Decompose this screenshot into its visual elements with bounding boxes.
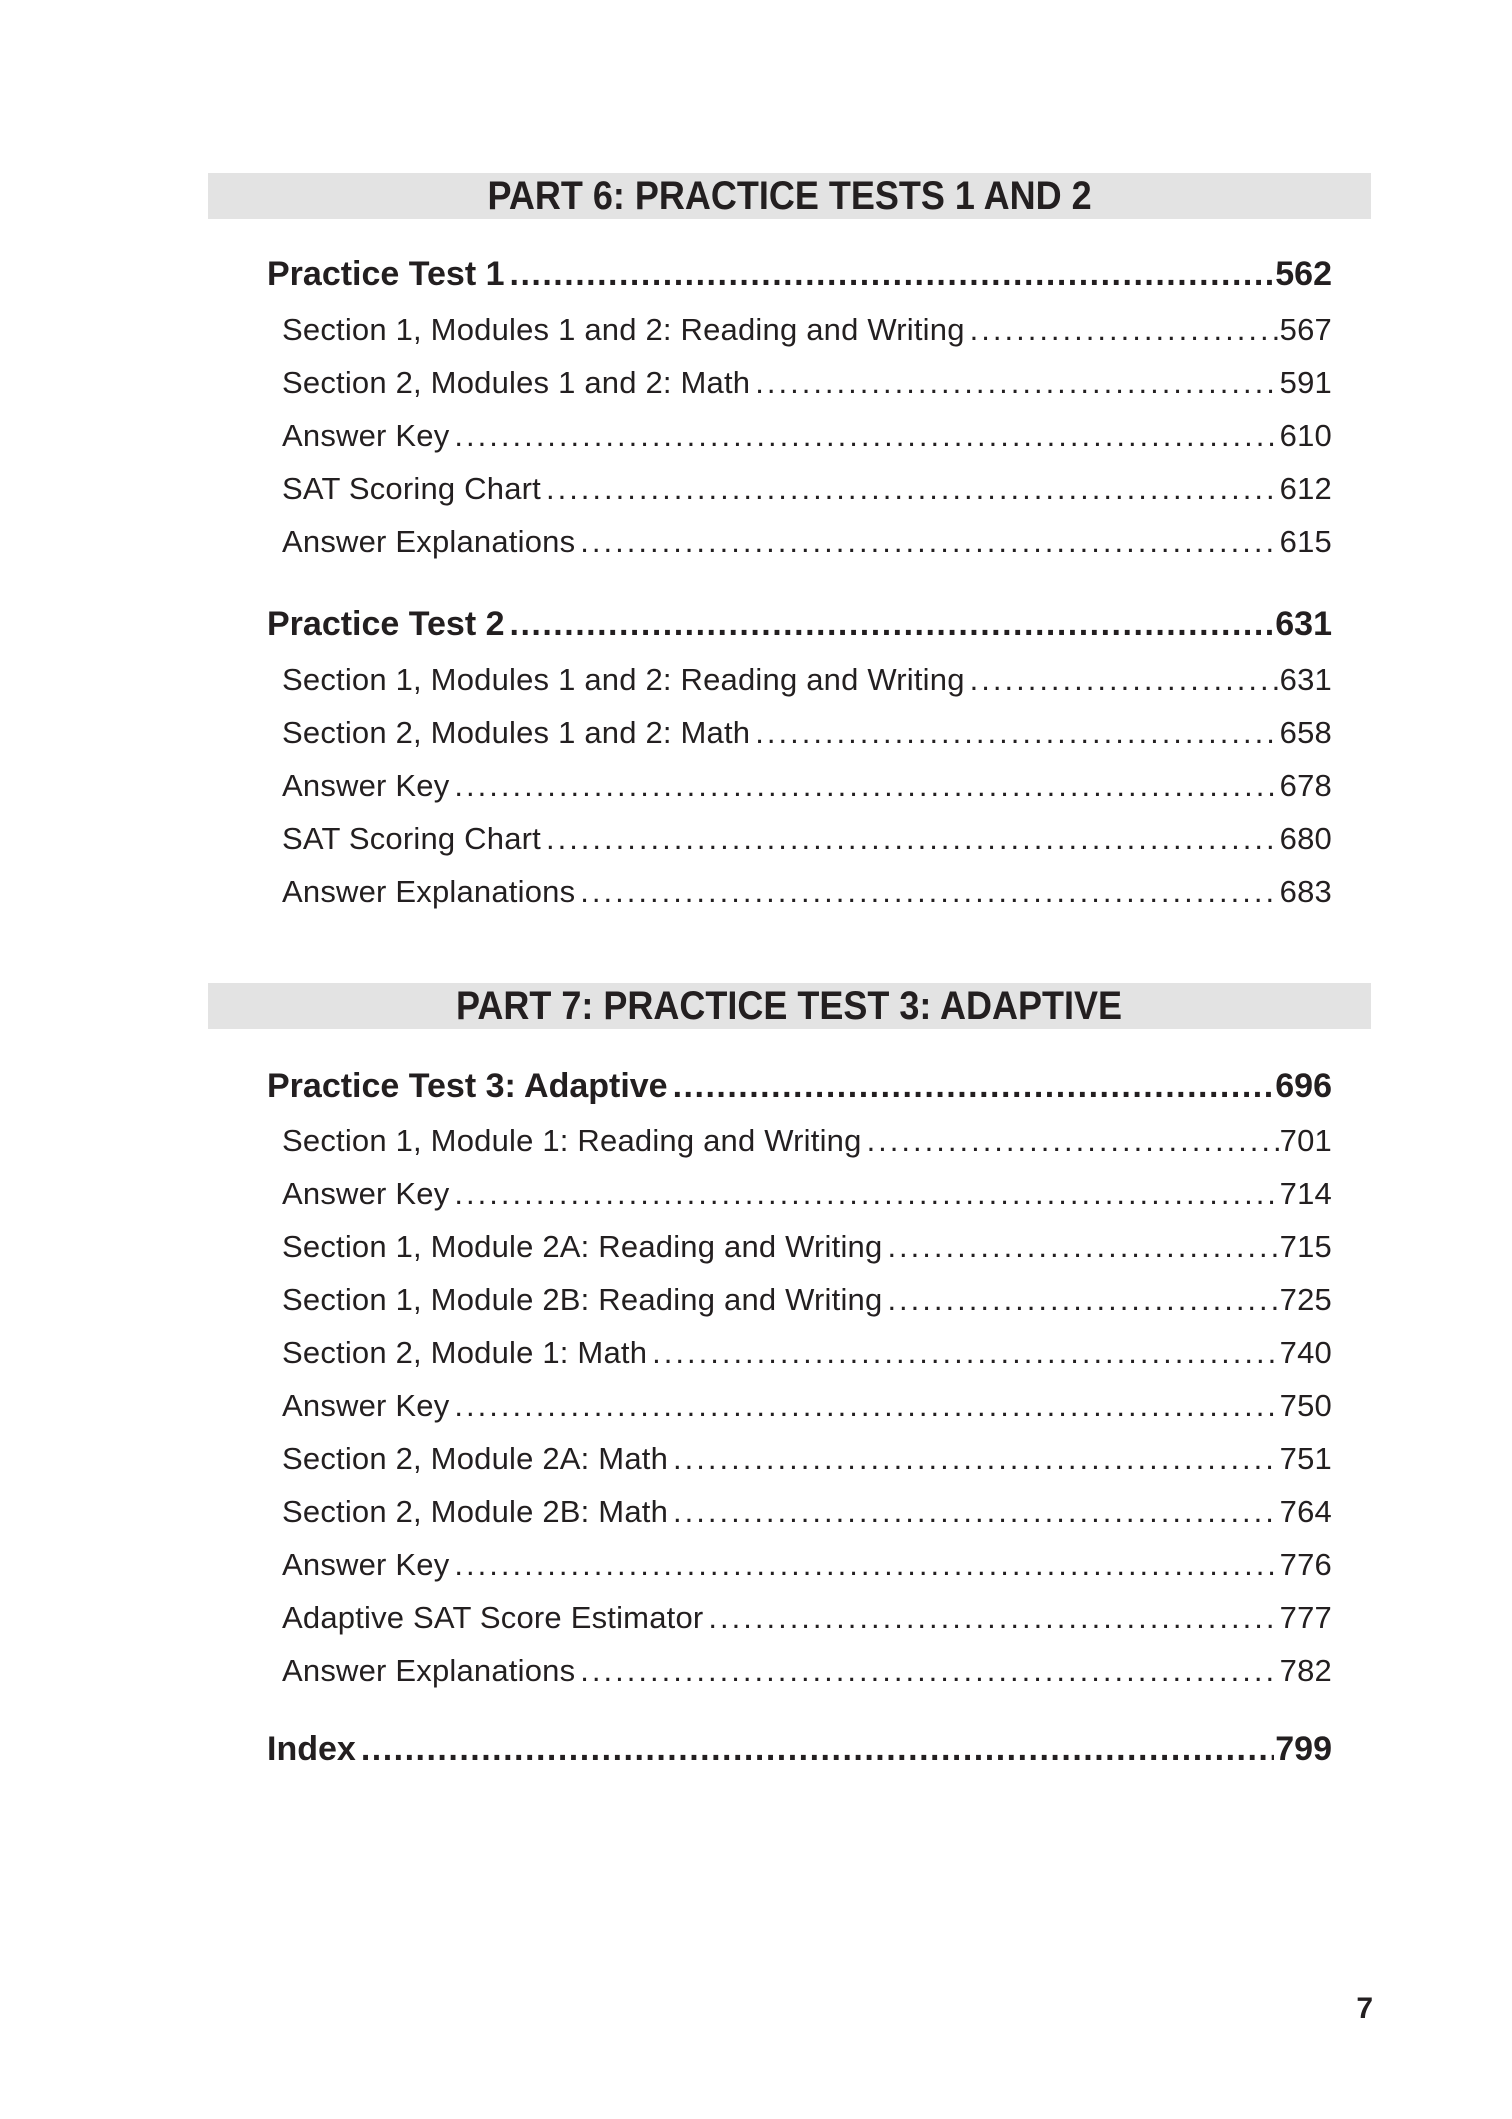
toc-item-page: 683 <box>1279 874 1332 909</box>
dot-leader <box>755 367 1278 398</box>
toc-item-row <box>267 1337 1332 1368</box>
dot-leader <box>708 1602 1278 1633</box>
toc-item-page: 776 <box>1279 1547 1332 1582</box>
dot-leader <box>546 823 1279 854</box>
dot-leader <box>867 1125 1279 1156</box>
dot-leader <box>580 526 1278 557</box>
dot-leader <box>887 1231 1278 1262</box>
dot-leader <box>361 1732 1274 1766</box>
toc-item-page: 631 <box>1279 662 1332 697</box>
dot-leader <box>580 876 1278 907</box>
toc-group-row-practice-test-2 <box>267 607 1332 641</box>
dot-leader <box>454 1178 1278 1209</box>
toc-item-label: Section 2, Modules 1 and 2: Math <box>282 715 751 750</box>
dot-leader <box>454 770 1278 801</box>
toc-item-row <box>267 664 1332 695</box>
toc-item-row <box>267 770 1332 801</box>
dot-leader <box>673 1069 1275 1103</box>
dot-leader <box>970 314 1279 345</box>
toc-item-row <box>267 1443 1332 1474</box>
dot-leader <box>454 1549 1278 1580</box>
toc-item-row <box>267 367 1332 398</box>
toc-group-row-practice-test-1 <box>267 257 1332 291</box>
dot-leader <box>546 473 1279 504</box>
toc-group-title: Practice Test 3: Adaptive <box>267 1067 668 1105</box>
toc-group-page: 696 <box>1275 1067 1332 1105</box>
toc-item-page: 750 <box>1279 1388 1332 1423</box>
dot-leader <box>454 1390 1278 1421</box>
toc-item-label: Section 1, Module 2B: Reading and Writing <box>282 1282 883 1317</box>
toc-item-page: 740 <box>1279 1335 1332 1370</box>
toc-item-row <box>267 1178 1332 1209</box>
toc-item-page: 567 <box>1279 312 1332 347</box>
part-7-title: PART 7: PRACTICE TEST 3: ADAPTIVE <box>456 983 1123 1028</box>
toc-item-label: SAT Scoring Chart <box>282 821 541 856</box>
toc-item-page: 701 <box>1279 1123 1332 1158</box>
toc-item-row <box>267 1125 1332 1156</box>
toc-list-part-6 <box>267 257 1332 907</box>
toc-item-page: 764 <box>1279 1494 1332 1529</box>
toc-group-title: Practice Test 1 <box>267 255 505 293</box>
toc-item-page: 591 <box>1279 365 1332 400</box>
toc-item-row <box>267 1549 1332 1580</box>
dot-leader <box>755 717 1278 748</box>
toc-item-row <box>267 1284 1332 1315</box>
toc-item-row <box>267 1655 1332 1686</box>
toc-item-label: Section 1, Modules 1 and 2: Reading and Writing <box>282 662 965 697</box>
toc-item-row <box>267 717 1332 748</box>
toc-group-page: 562 <box>1275 255 1332 293</box>
toc-item-label: SAT Scoring Chart <box>282 471 541 506</box>
dot-leader <box>673 1496 1279 1527</box>
toc-item-label: Section 1, Modules 1 and 2: Reading and Writing <box>282 312 965 347</box>
toc-item-label: Answer Key <box>282 1176 450 1211</box>
toc-item-label: Answer Key <box>282 418 450 453</box>
folio-page-number: 7 <box>1356 1992 1373 2025</box>
toc-item-page: 751 <box>1279 1441 1332 1476</box>
toc-item-page: 714 <box>1279 1176 1332 1211</box>
dot-leader <box>970 664 1279 695</box>
toc-item-label: Answer Explanations <box>282 524 576 559</box>
toc-item-label: Section 1, Module 2A: Reading and Writing <box>282 1229 883 1264</box>
toc-item-page: 615 <box>1279 524 1332 559</box>
toc-item-page: 610 <box>1279 418 1332 453</box>
toc-item-page: 658 <box>1279 715 1332 750</box>
part-7-header-bar <box>208 983 1371 1029</box>
toc-item-label: Adaptive SAT Score Estimator <box>282 1600 704 1635</box>
toc-item-label: Answer Key <box>282 768 450 803</box>
dot-leader <box>652 1337 1279 1368</box>
dot-leader <box>454 420 1278 451</box>
toc-item-label: Section 2, Module 2A: Math <box>282 1441 669 1476</box>
toc-item-page: 782 <box>1279 1653 1332 1688</box>
dot-leader <box>887 1284 1278 1315</box>
toc-item-row <box>267 473 1332 504</box>
toc-item-row <box>267 314 1332 345</box>
toc-group-page: 799 <box>1275 1730 1332 1768</box>
toc-item-page: 715 <box>1279 1229 1332 1264</box>
toc-item-label: Answer Explanations <box>282 1653 576 1688</box>
toc-item-label: Section 1, Module 1: Reading and Writing <box>282 1123 862 1158</box>
toc-item-row <box>267 876 1332 907</box>
toc-group-row-practice-test-3 <box>267 1069 1332 1103</box>
toc-item-page: 678 <box>1279 768 1332 803</box>
toc-item-page: 725 <box>1279 1282 1332 1317</box>
toc-item-row <box>267 526 1332 557</box>
toc-item-page: 680 <box>1279 821 1332 856</box>
toc-item-label: Answer Key <box>282 1388 450 1423</box>
toc-item-label: Section 2, Module 2B: Math <box>282 1494 669 1529</box>
toc-item-row <box>267 1231 1332 1262</box>
toc-item-row <box>267 1390 1332 1421</box>
part-6-title: PART 6: PRACTICE TESTS 1 AND 2 <box>487 173 1092 218</box>
dot-leader <box>510 257 1275 291</box>
part-6-header-bar <box>208 173 1371 219</box>
toc-item-page: 777 <box>1279 1600 1332 1635</box>
toc-item-row <box>267 420 1332 451</box>
toc-list-part-7 <box>267 1069 1332 1766</box>
toc-group-page: 631 <box>1275 605 1332 643</box>
dot-leader <box>510 607 1275 641</box>
toc-item-label: Answer Explanations <box>282 874 576 909</box>
toc-item-row <box>267 1496 1332 1527</box>
toc-item-row <box>267 1602 1332 1633</box>
toc-group-title: Practice Test 2 <box>267 605 505 643</box>
dot-leader <box>580 1655 1278 1686</box>
toc-item-label: Section 2, Modules 1 and 2: Math <box>282 365 751 400</box>
toc-group-title: Index <box>267 1730 356 1768</box>
toc-item-label: Answer Key <box>282 1547 450 1582</box>
toc-item-row <box>267 823 1332 854</box>
toc-index-row <box>267 1732 1332 1766</box>
toc-item-label: Section 2, Module 1: Math <box>282 1335 648 1370</box>
toc-item-page: 612 <box>1279 471 1332 506</box>
dot-leader <box>673 1443 1279 1474</box>
